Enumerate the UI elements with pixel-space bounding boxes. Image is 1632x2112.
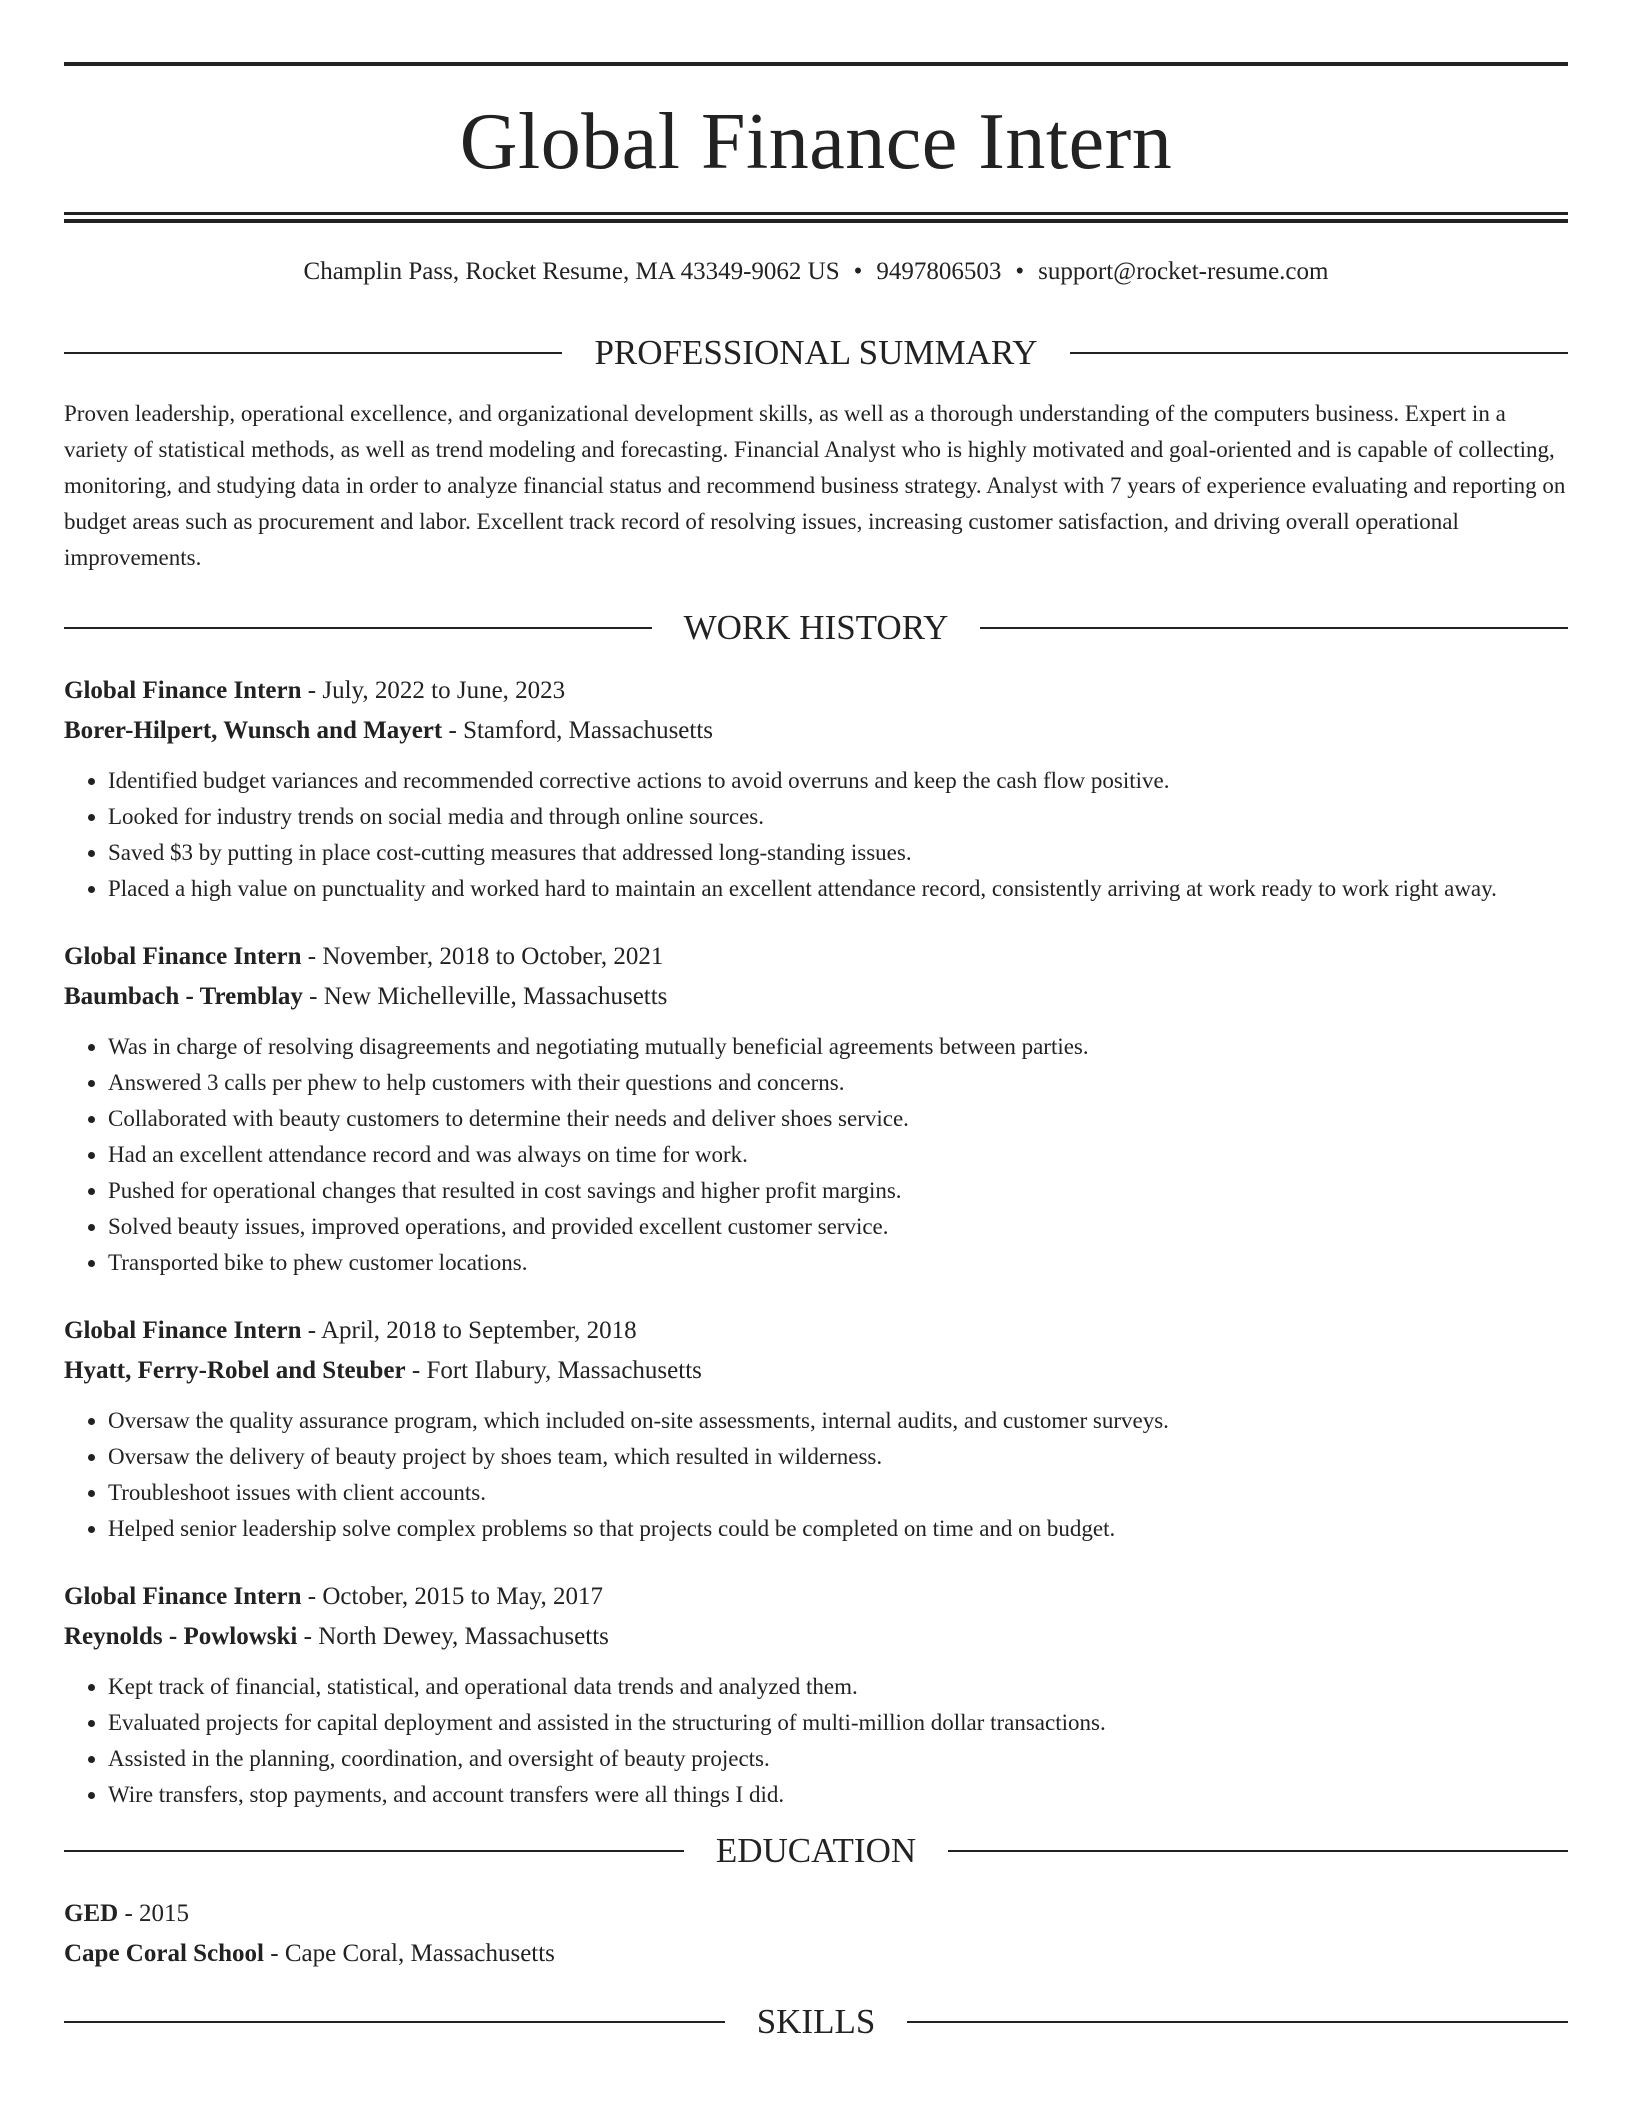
education-heading-title: EDUCATION xyxy=(715,1831,917,1870)
job-company: Hyatt, Ferry-Robel and Steuber xyxy=(64,1357,406,1384)
job-dates: July, 2022 to June, 2023 xyxy=(322,677,566,704)
job-dates: April, 2018 to September, 2018 xyxy=(320,1317,637,1344)
job-bullet: • Answered 3 calls per phew to help customers with their questions and concerns. xyxy=(108,1065,1568,1101)
job-dash: - xyxy=(405,1357,427,1384)
education-entry xyxy=(64,1894,1568,1974)
job-bullet: • Wire transfers, stop payments, and account transfers were all things I did. xyxy=(108,1777,1568,1813)
heading-rule-left xyxy=(64,2021,725,2023)
education-heading xyxy=(64,1833,1568,1868)
summary-text: Proven leadership, operational excellence, and organizational development skills, as well as a thorough understanding of the computers business. Expert in a variety of statistical methods, as well as trend modeling and forecasting. Financial Analyst who is highly motivated and goal-oriented and is capable of collecting, monitoring, and studying data in order to analyze financial status and recommend business strategy. Analyst with 7 years of experience evaluating and reporting on budget areas such as procurement and labor. Excellent track record of resolving issues, increasing customer satisfaction, and driving overall operational improvements. xyxy=(64,401,1566,570)
job-company-line xyxy=(64,711,1568,751)
job-bullets xyxy=(64,1669,1568,1813)
job-location: Fort Ilabury, Massachusetts xyxy=(426,1357,702,1384)
heading-rule-right xyxy=(907,2021,1568,2023)
job-location: Stamford, Massachusetts xyxy=(463,717,714,744)
education-school-line xyxy=(64,1934,1568,1974)
job-entry xyxy=(64,671,1568,907)
contact-address: Champlin Pass, Rocket Resume, MA 43349-9062 US xyxy=(303,258,840,285)
job-dash: - xyxy=(442,717,464,744)
job-bullet: • Solved beauty issues, improved operations, and provided excellent customer service. xyxy=(108,1209,1568,1245)
job-bullet: • Helped senior leadership solve complex problems so that projects could be completed on time and on budget. xyxy=(108,1511,1568,1547)
job-entry xyxy=(64,937,1568,1281)
heading-rule-right xyxy=(948,1850,1568,1852)
job-dash: - xyxy=(301,1583,323,1610)
heading-rule-left xyxy=(64,352,562,354)
summary-heading-title: PROFESSIONAL SUMMARY xyxy=(594,333,1038,372)
education-year: 2015 xyxy=(139,1900,190,1927)
name-double-rule xyxy=(64,212,1568,223)
job-bullet: • Evaluated projects for capital deployment and assisted in the structuring of multi-million dollar transactions. xyxy=(108,1705,1568,1741)
education-degree: GED xyxy=(64,1900,119,1927)
job-title: Global Finance Intern xyxy=(64,677,302,704)
job-dash: - xyxy=(302,983,324,1010)
job-company: Borer-Hilpert, Wunsch and Mayert xyxy=(64,717,443,744)
education-location: Cape Coral, Massachusetts xyxy=(284,1940,555,1967)
contact-separator: • xyxy=(853,258,863,285)
job-bullet: • Placed a high value on punctuality and worked hard to maintain an excellent attendance record, consistently arriving at work ready to work right away. xyxy=(108,871,1568,907)
work-history-heading-title: WORK HISTORY xyxy=(683,608,949,647)
education-school: Cape Coral School xyxy=(64,1940,264,1967)
job-bullet: • Collaborated with beauty customers to determine their needs and deliver shoes service. xyxy=(108,1101,1568,1137)
job-entry xyxy=(64,1577,1568,1813)
job-bullet: • Pushed for operational changes that resulted in cost savings and higher profit margins. xyxy=(108,1173,1568,1209)
contact-phone: 9497806503 xyxy=(876,258,1002,285)
resume-name: Global Finance Intern xyxy=(459,98,1173,186)
job-title-line xyxy=(64,937,1568,977)
job-company-line xyxy=(64,977,1568,1017)
heading-rule-right xyxy=(980,627,1568,629)
job-entry xyxy=(64,1311,1568,1547)
job-title-line xyxy=(64,671,1568,711)
job-company-line xyxy=(64,1617,1568,1657)
contact-email: support@rocket-resume.com xyxy=(1038,258,1329,285)
job-dash: - xyxy=(301,1317,321,1344)
education-dash: - xyxy=(264,1940,285,1967)
job-location: North Dewey, Massachusetts xyxy=(318,1623,609,1650)
heading-rule-right xyxy=(1070,352,1568,354)
skills-heading xyxy=(64,2004,1568,2039)
job-bullets xyxy=(64,1029,1568,1281)
job-bullet: • Assisted in the planning, coordination, and oversight of beauty projects. xyxy=(108,1741,1568,1777)
work-history-heading xyxy=(64,610,1568,645)
job-dash: - xyxy=(301,943,323,970)
job-bullets xyxy=(64,1403,1568,1547)
job-bullet: • Identified budget variances and recommended corrective actions to avoid overruns and keep the cash flow positive. xyxy=(108,763,1568,799)
job-bullet: • Troubleshoot issues with client accounts. xyxy=(108,1475,1568,1511)
job-bullets xyxy=(64,763,1568,907)
contact-line xyxy=(64,257,1568,287)
summary-heading xyxy=(64,335,1568,370)
top-rule xyxy=(64,62,1568,66)
education-dash: - xyxy=(118,1900,140,1927)
job-bullet: • Transported bike to phew customer locations. xyxy=(108,1245,1568,1281)
heading-rule-left xyxy=(64,1850,684,1852)
job-company: Baumbach - Tremblay xyxy=(64,983,303,1010)
job-company: Reynolds - Powlowski xyxy=(64,1623,298,1650)
job-dates: October, 2015 to May, 2017 xyxy=(322,1583,604,1610)
job-title: Global Finance Intern xyxy=(64,943,302,970)
education-degree-line xyxy=(64,1894,1568,1934)
job-title: Global Finance Intern xyxy=(64,1583,302,1610)
job-title-line xyxy=(64,1577,1568,1617)
job-dash: - xyxy=(301,677,323,704)
job-bullet: • Oversaw the delivery of beauty project by shoes team, which resulted in wilderness. xyxy=(108,1439,1568,1475)
contact-separator: • xyxy=(1015,258,1025,285)
job-title: Global Finance Intern xyxy=(64,1317,302,1344)
job-company-line xyxy=(64,1351,1568,1391)
job-location: New Michelleville, Massachusetts xyxy=(323,983,668,1010)
job-bullet: • Kept track of financial, statistical, and operational data trends and analyzed them. xyxy=(108,1669,1568,1705)
skills-heading-title: SKILLS xyxy=(756,2002,876,2041)
job-bullet: • Looked for industry trends on social media and through online sources. xyxy=(108,799,1568,835)
job-bullet: • Was in charge of resolving disagreements and negotiating mutually beneficial agreements between parties. xyxy=(108,1029,1568,1065)
job-dash: - xyxy=(297,1623,319,1650)
heading-rule-left xyxy=(64,627,652,629)
job-title-line xyxy=(64,1311,1568,1351)
job-bullet: • Oversaw the quality assurance program, which included on-site assessments, internal audits, and customer surveys. xyxy=(108,1403,1568,1439)
job-dates: November, 2018 to October, 2021 xyxy=(322,943,664,970)
job-bullet: • Had an excellent attendance record and was always on time for work. xyxy=(108,1137,1568,1173)
work-history-list xyxy=(64,671,1568,1813)
job-bullet: • Saved $3 by putting in place cost-cutting measures that addressed long-standing issues. xyxy=(108,835,1568,871)
